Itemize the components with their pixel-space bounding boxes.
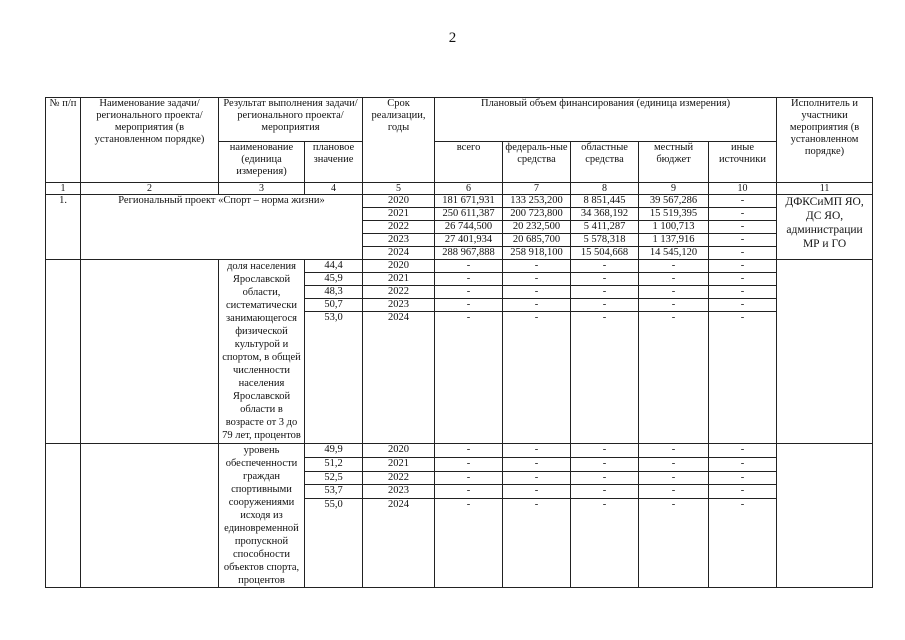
plan-value-cell: 50,7 [305,299,363,312]
fin-local-cell: 15 519,395 [639,208,709,221]
year-cell: 2021 [363,208,435,221]
fin-regional-cell: - [571,444,639,458]
plan-value-cell: 51,2 [305,457,363,471]
fin-total-cell: 27 401,934 [435,234,503,247]
empty-num-cell [46,444,81,588]
fin-local-cell: 1 100,713 [639,221,709,234]
fin-regional-cell: 5 578,318 [571,234,639,247]
fin-federal-cell: 258 918,100 [503,247,571,260]
fin-federal-cell: - [503,312,571,444]
fin-total-cell: - [435,260,503,273]
column-number-row [46,183,873,195]
empty-executor-cell [777,260,873,444]
year-cell: 2020 [363,195,435,208]
fin-other-cell: - [709,286,777,299]
fin-regional-cell: 34 368,192 [571,208,639,221]
fin-regional-cell: - [571,299,639,312]
header-fin-regional: областные средства [571,141,639,182]
year-cell: 2024 [363,247,435,260]
header-executor: Исполнитель и участники мероприятия (в установленном порядке) [777,98,873,183]
header-financing: Плановый объем финансирования (единица измерения) [435,98,777,142]
year-cell: 2023 [363,234,435,247]
fin-total-cell: - [435,457,503,471]
col-num: 9 [639,183,709,195]
plan-value-cell: 53,0 [305,312,363,444]
fin-total-cell: - [435,299,503,312]
year-cell: 2021 [363,457,435,471]
fin-total-cell: 288 967,888 [435,247,503,260]
col-num: 3 [219,183,305,195]
fin-federal-cell: 20 232,500 [503,221,571,234]
fin-total-cell: - [435,485,503,499]
col-num: 1 [46,183,81,195]
fin-local-cell: - [639,286,709,299]
header-result-value: плановое значение [305,141,363,182]
fin-total-cell: 250 611,387 [435,208,503,221]
col-num: 11 [777,183,873,195]
project-executor: ДФКСиМП ЯО, ДС ЯО, администрации МР и ГО [777,195,873,260]
indicator-name: доля населения Ярославской области, систематически занимающегося физической культурой и спортом, в общей численности населения Ярославской области в возрасте от 3 до 79 лет, процентов [219,260,305,444]
fin-other-cell: - [709,273,777,286]
fin-total-cell: - [435,312,503,444]
plan-value-cell: 48,3 [305,286,363,299]
header-result: Результат выполнения задачи/ регионального проекта/ мероприятия [219,98,363,142]
fin-regional-cell: - [571,457,639,471]
fin-federal-cell: 133 253,200 [503,195,571,208]
col-num: 4 [305,183,363,195]
fin-federal-cell: - [503,286,571,299]
year-cell: 2022 [363,221,435,234]
fin-other-cell: - [709,221,777,234]
year-cell: 2024 [363,312,435,444]
fin-regional-cell: - [571,273,639,286]
col-num: 7 [503,183,571,195]
plan-value-cell: 52,5 [305,471,363,485]
fin-other-cell: - [709,234,777,247]
fin-federal-cell: 20 685,700 [503,234,571,247]
empty-executor-cell [777,444,873,588]
empty-num-cell [46,260,81,444]
fin-local-cell: - [639,457,709,471]
year-cell: 2020 [363,260,435,273]
indicator-row [46,260,873,273]
col-num: 10 [709,183,777,195]
indicator-name: уровень обеспеченности граждан спортивными сооружениями исходя из единовременной пропускной способности объектов спорта, процентов [219,444,305,588]
year-cell: 2022 [363,471,435,485]
plan-value-cell: 45,9 [305,273,363,286]
empty-task-cell [81,260,219,444]
year-cell: 2023 [363,299,435,312]
fin-local-cell: 14 545,120 [639,247,709,260]
fin-federal-cell: - [503,444,571,458]
fin-local-cell: 39 567,286 [639,195,709,208]
year-cell: 2024 [363,499,435,588]
plan-value-cell: 49,9 [305,444,363,458]
header-row-1 [46,98,873,142]
project-num: 1. [46,195,81,260]
fin-federal-cell: - [503,299,571,312]
indicator-row [46,444,873,458]
fin-total-cell: 26 744,500 [435,221,503,234]
fin-other-cell: - [709,499,777,588]
fin-regional-cell: - [571,312,639,444]
fin-other-cell: - [709,485,777,499]
fin-regional-cell: - [571,485,639,499]
header-term: Срок реализации, годы [363,98,435,183]
header-fin-federal: федераль-ные средства [503,141,571,182]
fin-other-cell: - [709,195,777,208]
fin-regional-cell: - [571,286,639,299]
fin-other-cell: - [709,471,777,485]
col-num: 5 [363,183,435,195]
fin-regional-cell: 8 851,445 [571,195,639,208]
fin-total-cell: - [435,471,503,485]
fin-local-cell: - [639,499,709,588]
fin-local-cell: - [639,260,709,273]
fin-local-cell: - [639,273,709,286]
fin-regional-cell: 5 411,287 [571,221,639,234]
header-fin-local: местный бюджет [639,141,709,182]
header-fin-total: всего [435,141,503,182]
fin-other-cell: - [709,457,777,471]
header-fin-other: иные источники [709,141,777,182]
fin-local-cell: - [639,471,709,485]
fin-federal-cell: - [503,499,571,588]
fin-local-cell: 1 137,916 [639,234,709,247]
year-cell: 2023 [363,485,435,499]
fin-local-cell: - [639,485,709,499]
fin-federal-cell: - [503,457,571,471]
year-cell: 2021 [363,273,435,286]
financing-table [45,97,873,588]
fin-other-cell: - [709,299,777,312]
year-cell: 2022 [363,286,435,299]
fin-other-cell: - [709,312,777,444]
fin-total-cell: - [435,286,503,299]
fin-total-cell: - [435,273,503,286]
fin-total-cell: - [435,444,503,458]
fin-federal-cell: - [503,260,571,273]
header-task-name: Наименование задачи/ регионального проекта/ мероприятия (в установленном порядке) [81,98,219,183]
col-num: 6 [435,183,503,195]
fin-federal-cell: - [503,471,571,485]
fin-regional-cell: - [571,471,639,485]
col-num: 8 [571,183,639,195]
plan-value-cell: 44,4 [305,260,363,273]
fin-other-cell: - [709,247,777,260]
fin-federal-cell: - [503,273,571,286]
fin-federal-cell: - [503,485,571,499]
plan-value-cell: 55,0 [305,499,363,588]
project-name: Региональный проект «Спорт – норма жизни» [81,195,363,260]
fin-other-cell: - [709,208,777,221]
fin-local-cell: - [639,312,709,444]
fin-local-cell: - [639,299,709,312]
year-cell: 2020 [363,444,435,458]
fin-local-cell: - [639,444,709,458]
fin-other-cell: - [709,260,777,273]
header-result-name: наименование (единица измерения) [219,141,305,182]
plan-value-cell: 53,7 [305,485,363,499]
col-num: 2 [81,183,219,195]
fin-total-cell: 181 671,931 [435,195,503,208]
fin-regional-cell: - [571,260,639,273]
project-row [46,195,873,208]
fin-regional-cell: - [571,499,639,588]
header-num: № п/п [46,98,81,183]
fin-regional-cell: 15 504,668 [571,247,639,260]
page-number: 2 [448,30,457,46]
fin-other-cell: - [709,444,777,458]
fin-federal-cell: 200 723,800 [503,208,571,221]
empty-task-cell [81,444,219,588]
fin-total-cell: - [435,499,503,588]
